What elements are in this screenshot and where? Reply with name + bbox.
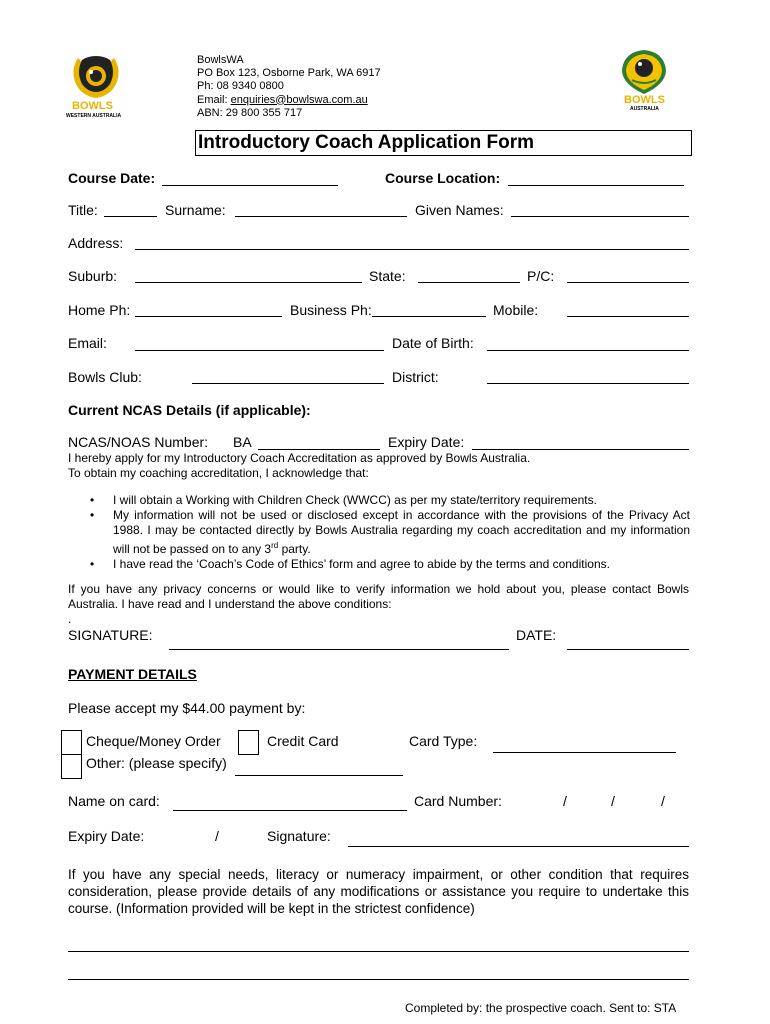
- bullet-2-text: My information will not be used or disclosed except in accordance with the provisions of the Privacy Act 1988. I may be contacted directly by Bowls Australia regarding my coach accreditation and my information will not be passed on to any 3: [113, 508, 690, 556]
- title-label: Title:: [68, 202, 98, 218]
- postal-address: PO Box 123, Osborne Park, WA 6917: [197, 67, 381, 80]
- footer-note: Completed by: the prospective coach. Sent to: STA: [405, 1001, 677, 1015]
- credit-card-checkbox[interactable]: [238, 730, 259, 755]
- card-number-slash-2: /: [611, 793, 615, 809]
- district-label: District:: [392, 369, 439, 385]
- acknowledgement-list: [90, 493, 690, 572]
- card-number-slash-1: /: [563, 793, 567, 809]
- address-label: Address:: [68, 235, 124, 251]
- bullet-2-end: party.: [278, 542, 311, 556]
- declaration-line-2: To obtain my coaching accreditation, I acknowledge that:: [68, 466, 369, 480]
- surname-label: Surname:: [165, 202, 226, 218]
- abn: ABN: 29 800 355 717: [197, 106, 303, 119]
- suburb-field[interactable]: [135, 282, 362, 283]
- card-number-label: Card Number:: [414, 793, 502, 809]
- email-field[interactable]: [135, 350, 384, 351]
- ncas-expiry-label: Expiry Date:: [388, 434, 465, 450]
- bullet-icon: •: [90, 557, 95, 571]
- ncas-number-label: NCAS/NOAS Number:: [68, 434, 209, 450]
- suburb-label: Suburb:: [68, 268, 118, 284]
- credit-card-label: Credit Card: [267, 733, 339, 749]
- bullet-icon: •: [90, 493, 95, 507]
- list-item: [90, 493, 690, 508]
- signature-field[interactable]: [169, 649, 509, 650]
- privacy-paragraph: If you have any privacy concerns or would like to verify information we hold about you, please contact Bowls Australia. I have read and I understand the above conditions:: [68, 582, 689, 611]
- state-field[interactable]: [418, 282, 520, 283]
- form-title: Introductory Coach Application Form: [195, 130, 692, 156]
- other-field[interactable]: [235, 775, 403, 776]
- bowls-club-label: Bowls Club:: [68, 369, 142, 385]
- logo-left-text: BOWLS: [72, 100, 113, 112]
- list-item: [90, 557, 690, 572]
- postcode-field[interactable]: [567, 282, 689, 283]
- phone: Ph: 08 9340 0800: [197, 80, 284, 93]
- address-field[interactable]: [135, 249, 689, 250]
- given-names-label: Given Names:: [415, 202, 504, 218]
- bowls-wa-emblem-icon: [64, 52, 128, 102]
- special-needs-line-1[interactable]: [68, 951, 689, 952]
- name-on-card-label: Name on card:: [68, 793, 160, 809]
- email-prefix: Email:: [197, 93, 231, 106]
- card-signature-field[interactable]: [348, 846, 689, 847]
- card-type-label: Card Type:: [409, 733, 478, 749]
- bowls-australia-emblem-icon: [616, 48, 672, 96]
- name-on-card-field[interactable]: [173, 810, 407, 811]
- email-line: [197, 94, 381, 107]
- bullet-2-sup: rd: [271, 541, 279, 550]
- date-field[interactable]: [567, 649, 689, 650]
- state-label: State:: [369, 268, 406, 284]
- logo-left-subtext: WESTERN AUSTRALIA: [66, 113, 122, 119]
- bowls-australia-logo: [616, 48, 672, 114]
- course-location-field[interactable]: [508, 185, 684, 186]
- declaration-line-1: I hereby apply for my Introductory Coach Accreditation as approved by Bowls Australia.: [68, 451, 531, 465]
- special-needs-line-2[interactable]: [68, 979, 689, 980]
- org-name: BowlsWA: [197, 54, 244, 66]
- special-needs-paragraph: If you have any special needs, literacy or numeracy impairment, or other condition that requires consideration, please provide details of any modifications or assistance you require to undertake this course. (Information provided will be kept in the strictest confidence): [68, 867, 689, 916]
- dob-field[interactable]: [487, 350, 689, 351]
- date-label: DATE:: [516, 627, 557, 643]
- business-ph-field[interactable]: [372, 316, 486, 317]
- email-link[interactable]: enquiries@bowlswa.com.au: [230, 93, 368, 106]
- contact-block: [197, 54, 381, 120]
- mobile-label: Mobile:: [493, 302, 539, 318]
- payment-accept-text: Please accept my $44.00 payment by:: [68, 700, 306, 716]
- course-location-label: Course Location:: [385, 170, 501, 186]
- ncas-heading: Current NCAS Details (if applicable):: [68, 402, 311, 418]
- logo-right-text: BOWLS: [624, 94, 665, 106]
- card-number-slash-3: /: [661, 793, 665, 809]
- home-ph-field[interactable]: [135, 316, 282, 317]
- card-expiry-label: Expiry Date:: [68, 828, 145, 844]
- mobile-field[interactable]: [567, 316, 689, 317]
- home-ph-label: Home Ph:: [68, 302, 131, 318]
- ncas-number-field[interactable]: [258, 449, 380, 450]
- bowls-club-field[interactable]: [192, 383, 384, 384]
- bullet-icon: •: [90, 508, 95, 522]
- surname-field[interactable]: [235, 216, 407, 217]
- title-field[interactable]: [104, 216, 157, 217]
- logo-right-subtext: AUSTRALIA: [630, 106, 659, 112]
- card-signature-label: Signature:: [267, 828, 331, 844]
- bowls-wa-logo: [64, 52, 128, 122]
- bullet-3-text: I have read the ‘Coach’s Code of Ethics’ form and agree to abide by the terms and conditions.: [113, 557, 610, 571]
- cheque-checkbox[interactable]: [61, 730, 82, 755]
- business-ph-label: Business Ph:: [290, 302, 372, 318]
- other-checkbox[interactable]: [61, 754, 82, 779]
- cheque-label: Cheque/Money Order: [86, 733, 221, 749]
- privacy-dot: .: [68, 612, 72, 626]
- course-date-label: Course Date:: [68, 170, 156, 186]
- card-type-field[interactable]: [493, 752, 676, 753]
- given-names-field[interactable]: [511, 216, 689, 217]
- dob-label: Date of Birth:: [392, 335, 474, 351]
- card-expiry-slash: /: [215, 828, 219, 844]
- list-item: [90, 508, 690, 557]
- ba-prefix: BA: [233, 434, 252, 450]
- district-field[interactable]: [487, 383, 689, 384]
- other-label: Other: (please specify): [86, 755, 227, 771]
- signature-label: SIGNATURE:: [68, 627, 153, 643]
- postcode-label: P/C:: [527, 268, 555, 284]
- course-date-field[interactable]: [162, 185, 338, 186]
- bullet-1-text: I will obtain a Working with Children Check (WWCC) as per my state/territory requirements.: [113, 493, 597, 507]
- payment-heading: PAYMENT DETAILS: [68, 666, 197, 682]
- email-label: Email:: [68, 335, 107, 351]
- ncas-expiry-field[interactable]: [472, 449, 689, 450]
